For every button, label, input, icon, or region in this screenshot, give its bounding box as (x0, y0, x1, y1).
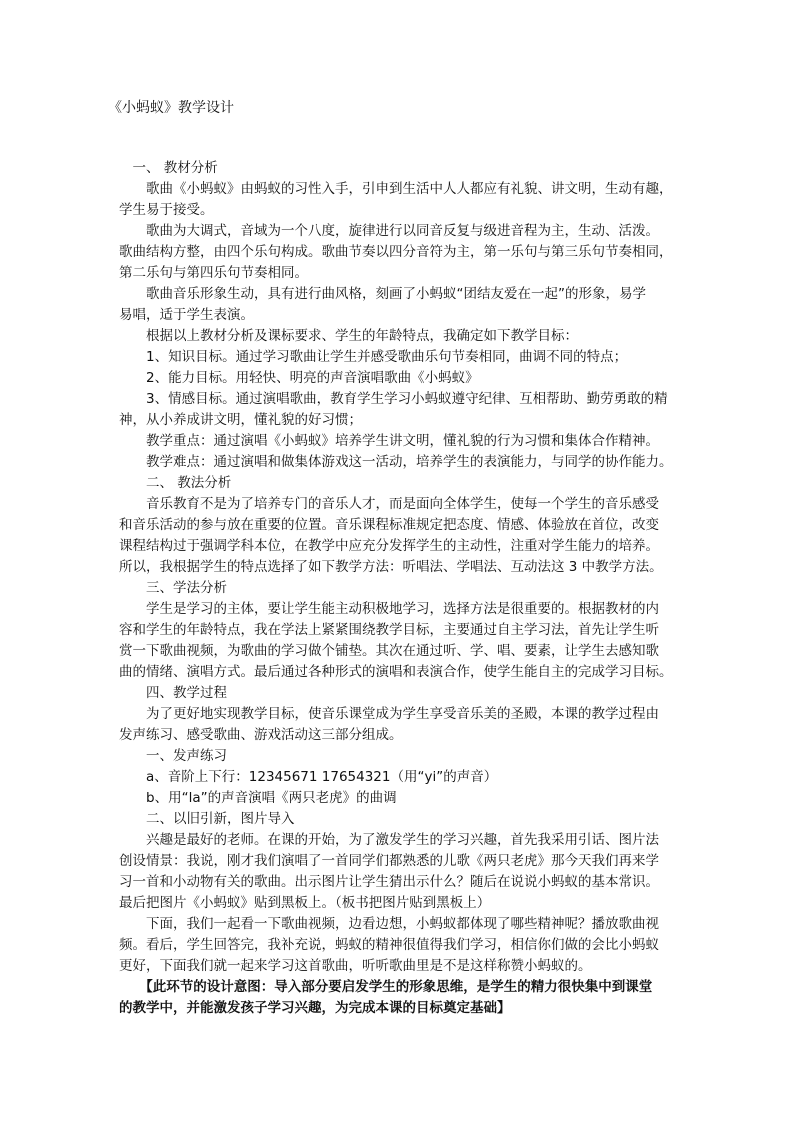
paragraph-line: 赏一下歌曲视频，为歌曲的学习做个铺垫。其次在通过听、学、唱、要素，让学生去感知歌 (119, 643, 659, 659)
paragraph-line: a、音阶上下行：12345671 17654321（用“yi”的声音） (119, 769, 498, 785)
paragraph-line: 根据以上教材分析及课标要求、学生的年龄特点，我确定如下教学目标： (119, 328, 578, 344)
paragraph-line: 神，从小养成讲文明，懂礼貌的好习惯； (119, 412, 362, 428)
paragraph-line: 曲的情绪、演唱方式。最后通过各种形式的演唱和表演合作，使学生能自主的完成学习目标。 (119, 664, 673, 680)
paragraph-line: 习一首和小动物有关的歌曲。出示图片让学生猜出示什么？随后在说说小蚂蚁的基本常识。 (119, 874, 659, 890)
paragraph-line: b、用“la”的声音演唱《两只老虎》的曲调 (119, 790, 397, 806)
paragraph-line: 音乐教育不是为了培养专门的音乐人才，而是面向全体学生，使每一个学生的音乐感受 (119, 496, 659, 512)
paragraph-line: 一、 教材分析 (119, 160, 218, 176)
paragraph-line: 歌曲结构方整，由四个乐句构成。歌曲节奏以四分音符为主，第一乐句与第三乐句节奏相同， (119, 244, 673, 260)
paragraph-line: 第二乐句与第四乐句节奏相同。 (119, 265, 308, 281)
paragraph-line: 歌曲《小蚂蚁》由蚂蚁的习性入手，引申到生活中人人都应有礼貌、讲文明，生动有趣， (119, 181, 673, 197)
paragraph-line: 兴趣是最好的老师。在课的开始，为了激发学生的学习兴趣，首先我采用引话、图片法 (119, 832, 659, 848)
paragraph-line: 1、知识目标。通过学习歌曲让学生并感受歌曲乐句节奏相同，曲调不同的特点； (119, 349, 628, 365)
paragraph-line: 歌曲音乐形象生动，具有进行曲风格，刻画了小蚂蚁“团结友爱在一起”的形象，易学 (119, 286, 646, 302)
paragraph-line: 歌曲为大调式，音域为一个八度，旋律进行以同音反复与级进音程为主，生动、活泼。 (119, 223, 659, 239)
paragraph-line: 四、教学过程 (119, 685, 227, 701)
paragraph-line: 二、以旧引新，图片导入 (119, 811, 295, 827)
paragraph-line: 下面，我们一起看一下歌曲视频，边看边想，小蚂蚁都体现了哪些精神呢？播放歌曲视 (119, 916, 659, 932)
paragraph-line: 为了更好地实现教学目标，使音乐课堂成为学生享受音乐美的圣殿，本课的教学过程由 (119, 706, 659, 722)
paragraph-line: 2、能力目标。用轻快、明亮的声音演唱歌曲《小蚂蚁》 (119, 370, 479, 386)
paragraph-line: 教学难点：通过演唱和做集体游戏这一活动，培养学生的表演能力，与同学的协作能力。 (119, 454, 673, 470)
paragraph-line: 二、 教法分析 (119, 475, 232, 491)
paragraph-line: 课程结构过于强调学科本位，在教学中应充分发挥学生的主动性，注重对学生能力的培养。 (119, 538, 659, 554)
paragraph-line: 和音乐活动的参与放在重要的位置。音乐课程标准规定把态度、情感、体验放在首位，改变 (119, 517, 659, 533)
paragraph-line: 教学重点：通过演唱《小蚂蚁》培养学生讲文明，懂礼貌的行为习惯和集体合作精神。 (119, 433, 659, 449)
document-body (119, 158, 679, 1019)
paragraph-line: 发声练习、感受歌曲、游戏活动这三部分组成。 (119, 727, 403, 743)
paragraph-line: 所以，我根据学生的特点选择了如下教学方法：听唱法、学唱法、互动法这 3 中教学方法。 (119, 559, 663, 575)
paragraph-line: 易唱，适于学生表演。 (119, 307, 254, 323)
paragraph-line: 容和学生的年龄特点，我在学法上紧紧围绕教学目标，主要通过自主学习法，首先让学生听 (119, 622, 659, 638)
paragraph-line: 频。看后，学生回答完，我补充说，蚂蚁的精神很值得我们学习，相信你们做的会比小蚂蚁 (119, 937, 659, 953)
paragraph-line: 最后把图片《小蚂蚁》贴到黑板上。（板书把图片贴到黑板上） (119, 895, 491, 911)
paragraph-line: 更好，下面我们就一起来学习这首歌曲，听听歌曲里是不是这样称赞小蚂蚁的。 (119, 958, 592, 974)
paragraph-line: 【此环节的设计意图：导入部分要启发学生的形象思维，是学生的精力很快集中到课堂 (119, 979, 653, 995)
paragraph-line: 三、学法分析 (119, 580, 227, 596)
document-title: 《小蚂蚁》教学设计 (108, 100, 234, 116)
paragraph-line: 一、发声练习 (119, 748, 227, 764)
paragraph-line: 学生易于接受。 (119, 202, 214, 218)
paragraph-line: 创设情景：我说，刚才我们演唱了一首同学们都熟悉的儿歌《两只老虎》那今天我们再来学 (119, 853, 659, 869)
paragraph-line: 学生是学习的主体，要让学生能主动积极地学习，选择方法是很重要的。根据教材的内 (119, 601, 659, 617)
paragraph-line: 的教学中，并能激发孩子学习兴趣，为完成本课的目标奠定基础】 (119, 1000, 511, 1016)
paragraph-line: 3、情感目标。通过演唱歌曲，教育学生学习小蚂蚁遵守纪律、互相帮助、勤劳勇敢的精 (119, 391, 668, 407)
